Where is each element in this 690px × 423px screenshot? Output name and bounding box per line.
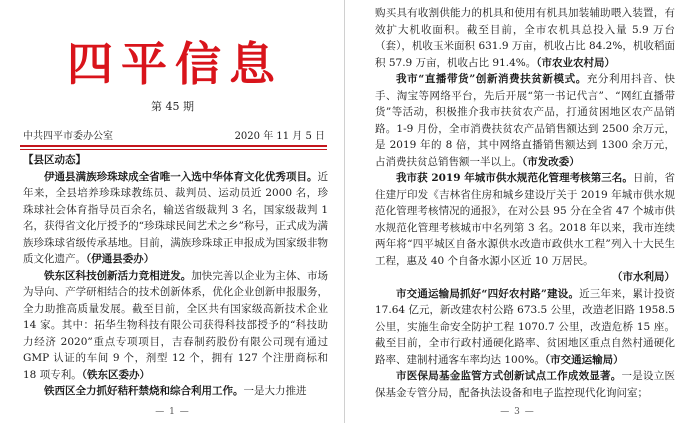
article-medical-insurance bbox=[375, 368, 675, 401]
article-tiexi bbox=[23, 383, 328, 400]
article-body: 购买具有收割供能力的机具和使用有机具加装辅助喂入装置，有效扩大机收面积。截至目前，全市农机具总投入量 5.9 万台（套），机收玉米面积 631.9 万亩，机收占比 84.2%，机收稻面积 57.9 万亩，机收占比 91.4%。 bbox=[375, 7, 675, 69]
section-heading: 【县区动态】 bbox=[23, 154, 86, 166]
page-number: — 3 — bbox=[500, 407, 535, 417]
article-rural-roads bbox=[375, 286, 675, 369]
article-headline: 伊通县满族珍珠球成全省唯一入选中华体育文化优秀项目。 bbox=[44, 170, 318, 183]
article-body: 一是设立医保基金专管分局，配备执法设备和电子监控现代化询问室； bbox=[375, 370, 676, 399]
article-source: （铁东区委办） bbox=[81, 368, 150, 381]
article-tiedong bbox=[23, 268, 328, 384]
article-source: （市水利局） bbox=[612, 271, 675, 283]
article-yitong bbox=[23, 169, 328, 268]
right-page bbox=[345, 0, 690, 423]
article-headline: 我市“直播带货”创新消费扶贫新模式。 bbox=[396, 73, 587, 85]
article-body: 充分利用抖音、快手、淘宝等网络平台，先后开展“第一书记代言”、“网红直播带货”等活动，积极推介我市扶贫农产品，打通贫困地区农产品销路。1-9 月份，全市消费扶贫农产品销售额达到 2500 余万元，是 2019 年的 8 倍，其中网络直播销售额达到 1300 余万元，占消费扶贫总销售额一半以上。 bbox=[375, 73, 675, 168]
article-source: （市农业农村局） bbox=[536, 56, 615, 69]
article-source: （伊通县委办） bbox=[86, 253, 155, 265]
left-column bbox=[23, 152, 328, 400]
article-body: 一是大力推进 bbox=[243, 385, 307, 397]
article-livestream bbox=[375, 71, 675, 170]
article-body: 日前，省住建厅印发《吉林省住房和城乡建设厅关于 2019 年城市供水规范化管理考核情况的通报》，在对公县 95 分在全省 47 个城市供水规范化管理考核城市中名列第 3 名。2018 年以来，我市连续两年将“四平城区自备水源供水改造市政供水工程”列入十大民生工程，惠及 40 个自备水源小区近 10 万居民。 bbox=[375, 172, 675, 267]
article-body: 近三年来，累计投资 17.64 亿元，新改建农村公路 673.5 公里，改造老旧路 1958.5 公里，实施生命安全防护工程 1070.7 公里，改造危桥 15 座。截至目前，全市行政村通硬化路率、贫困地区重点自然村通硬化路率、建制村通客车率均达 100%。 bbox=[375, 287, 675, 366]
article-tiexi-continued bbox=[375, 5, 675, 71]
article-headline: 我市获 2019 年城市供水规范化管理考核第三名。 bbox=[396, 172, 633, 184]
article-headline: 铁东区科技创新活力竞相迸发。 bbox=[44, 269, 192, 282]
article-water-supply bbox=[375, 170, 675, 269]
article-source: （市交通运输局） bbox=[544, 353, 624, 366]
issue-number: 第 45 期 bbox=[151, 100, 194, 113]
article-headline: 铁西区全力抓好秸秆禁烧和综合利用工作。 bbox=[44, 385, 244, 397]
article-headline: 市医保局基金监管方式创新试点工作成效显著。 bbox=[396, 370, 622, 382]
right-column bbox=[375, 5, 675, 401]
article-source: （市发改委） bbox=[522, 155, 580, 168]
article-body: 加快完善以企业为主体、市场为导向、产学研相结合的技术创新体系，优化企业创新申报服务，全力助推高质量发展。截至目前，全区共有国家级高新技术企业 14 家。其中：拓华生物科技有限公司获得科技部授予的“科技助力经济 2020”重点专项项目，吉春制药股份有限公司现有通过 GMP 认证的车间 9 个，剂型 12 个，拥有 127 个注册商标和 18 项专利。 bbox=[23, 269, 329, 381]
issuing-organization: 中共四平市委办公室 bbox=[23, 131, 113, 142]
page-number: — 1 — bbox=[155, 407, 190, 417]
header-rule-thin bbox=[20, 149, 327, 150]
publication-date: 2020 年 11 月 5 日 bbox=[234, 131, 325, 142]
header-rule-thick bbox=[20, 145, 327, 147]
article-headline: 市交通运输局抓好“四好农村路”建设。 bbox=[396, 287, 580, 300]
masthead-title: 四平信息 bbox=[67, 37, 283, 91]
article-body: 近年来，全县培养珍珠球教练员、裁判员、运动员近 2000 名，珍珠球社会体育指导员百余名，输送省级裁判 3 名，国家级裁判 1 名，获得省文化厅授予的“珍珠球民间艺术之乡”称号，正式成为满族珍珠球省级传承基地。目前，满族珍珠球正申报成为国家级非物质文化遗产。 bbox=[23, 170, 328, 265]
